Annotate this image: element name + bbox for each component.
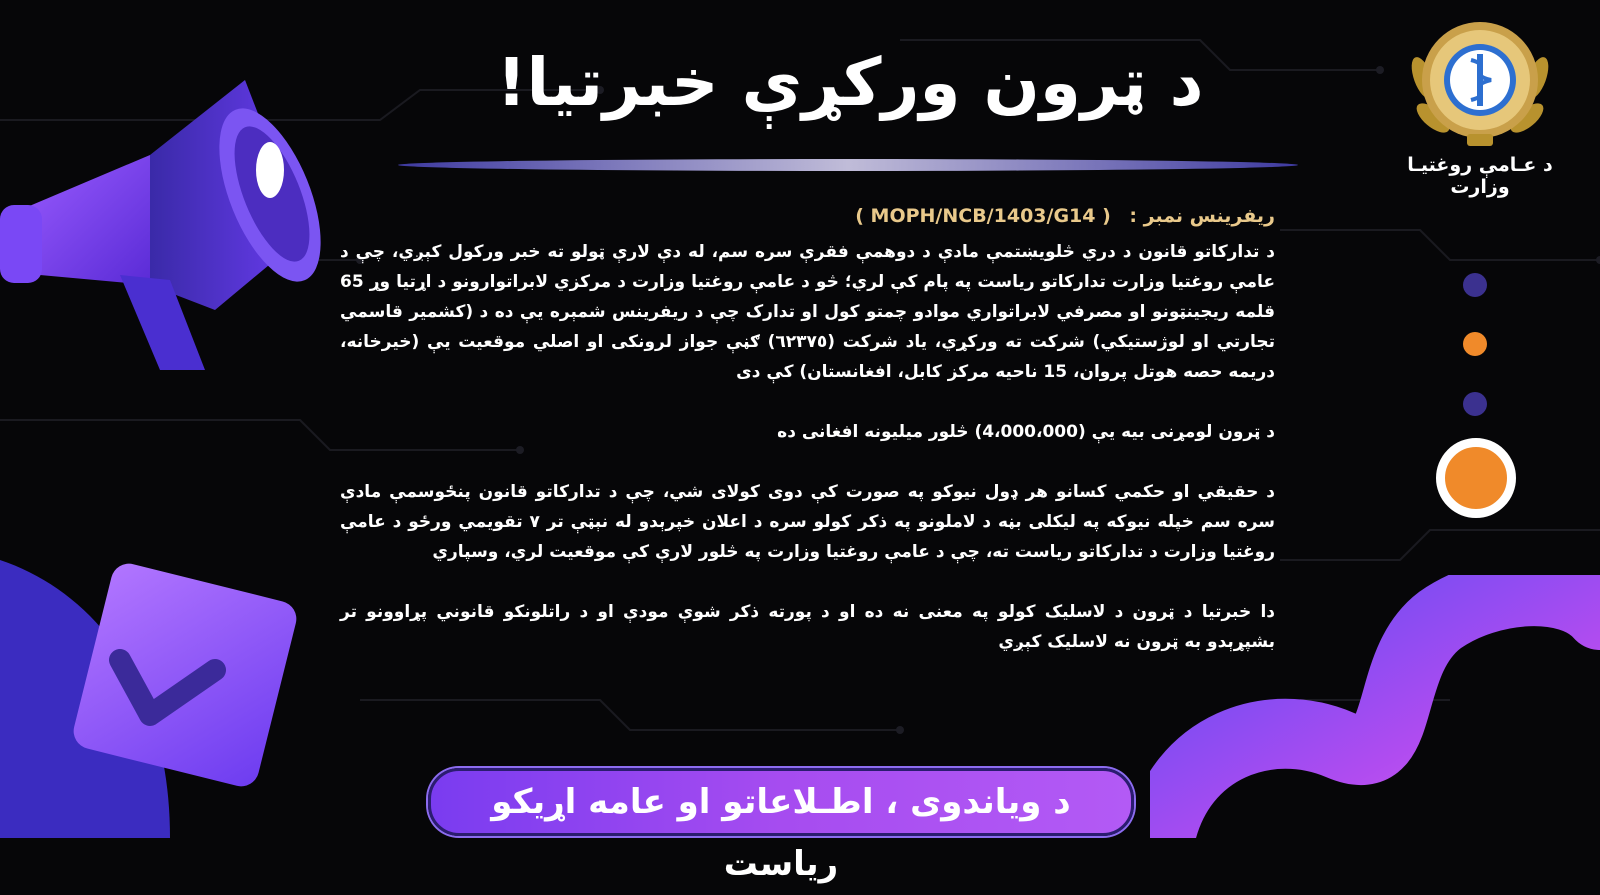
paragraph-objection: د حقیقي او حکمي کسانو هر ډول نیوکو په صورت کې دوی کولای شي، چې د تدارکاتو قانون پنځوسمې مادې سره سم خپله نیوکه په لیکلی بڼه د لاملونو په ذکر کولو سره د اعلان خپرېدو له نېټې تر ۷ تقویمي ورځو د عامې روغتیا وزارت د تدارکاتو ریاست ته، چې د عامې روغتیا وزارت په څلور لارې کې موقعیت لري، وسپاري: [340, 482, 1275, 562]
reference-number: [340, 205, 1275, 227]
title-underline: [398, 159, 1298, 171]
reference-label: ریفرینس نمبر :: [1129, 205, 1275, 227]
reference-code: ( MOPH/NCB/1403/G14 ): [855, 205, 1111, 227]
decor-dot-orange: [1463, 332, 1487, 356]
paragraph-award: د تدارکاتو قانون د دري څلويښتمې مادې د دوهمې فقرې سره سم، له دې لارې ټولو ته خبر ورکول کېږي، چې د عامې روغتیا وزارت تدارکاتو ریاست په پام کې لري؛ څو د عامې روغتیا وزارت د مرکزي لابراتوارونو د اړتیا وړ 65 قلمه ریجینټونو او مصرفي لابراتواري موادو چمتو کول او تدارک چې د ریفرینس شمېره یې ده د (کشمیر قاسمي تجارتي او لوژستیکي) شرکت ته ورکړي، یاد شرکت (٦٢٣٧٥) ګڼې جواز لرونکی او اصلي موقعیت یې (خیرخانه، دریمه حصه هوتل پروان، 15 ناحیه مرکز کابل، افغانستان) کې دی: [340, 242, 1275, 382]
decor-dot-navy: [1463, 392, 1487, 416]
paragraph-disclaimer: دا خبرتیا د ټرون د لاسلیک کولو په معنی نه ده او د پورته ذکر شوې مودې او د راتلونکو قانوني پړاوونو تر بشپړېدو به ټرون نه لاسلیک کېږي: [340, 602, 1275, 652]
paragraph-price: د ټرون لومړنی بیه یې (4،000،000) څلور میلیونه افغانی ده: [777, 422, 1275, 442]
megaphone-icon: [0, 70, 330, 390]
decor-dot-navy: [1463, 273, 1487, 297]
announcement-body: [340, 205, 1275, 687]
ministry-emblem-icon: [1405, 8, 1555, 158]
checkbox-icon: [0, 550, 310, 838]
ministry-name: د عـامې روغتیـا وزارت: [1407, 154, 1553, 198]
page-title: د ټرون ورکړې خبرتیا!: [496, 44, 1204, 121]
footer-banner: د ویاندوی ، اطـلاعاتو او عامه اړیکو ریاست: [428, 768, 1134, 836]
decor-ring-orange: [1436, 438, 1516, 518]
